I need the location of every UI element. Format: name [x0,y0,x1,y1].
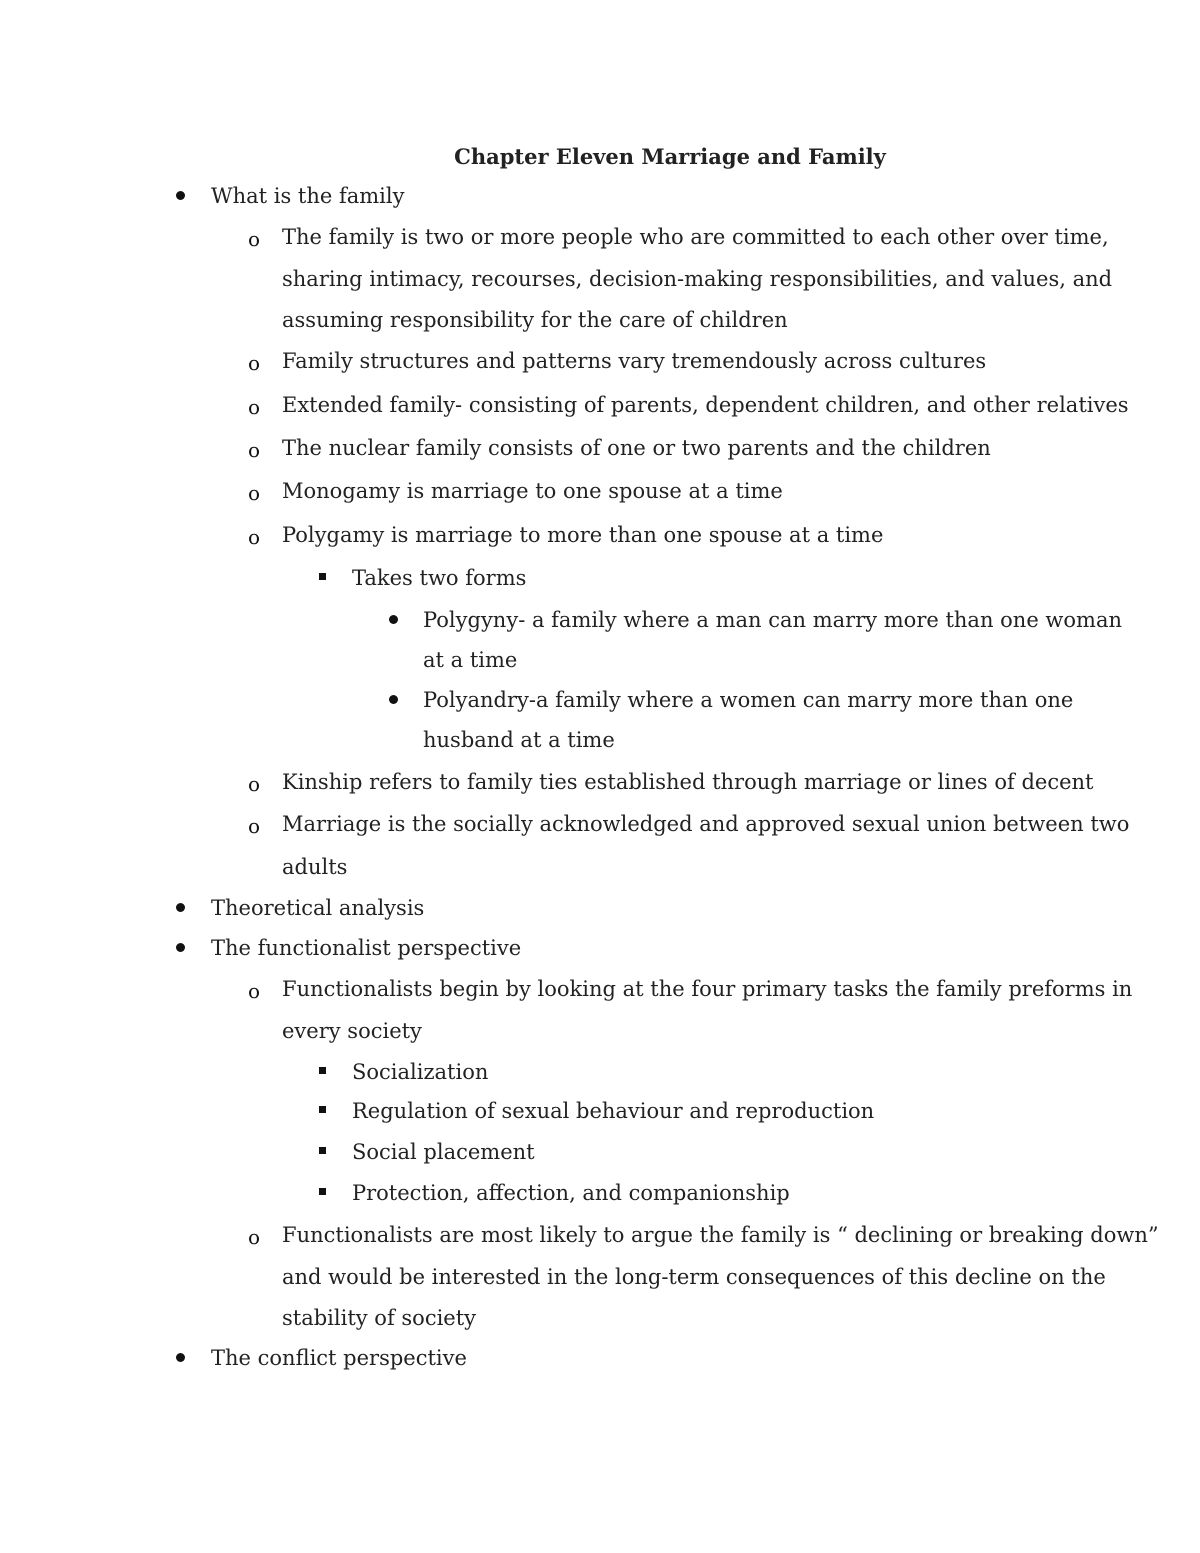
filled-circle-bullet-icon [389,695,398,704]
outline-item-text-line: The conflict perspective [211,1346,467,1370]
filled-circle-bullet-icon [176,1353,185,1362]
hollow-o-bullet-icon: o [248,481,261,505]
outline-item-text-line: Protection, affection, and companionship [352,1181,790,1205]
outline-item-text-line: Kinship refers to family ties established through marriage or lines of decent [282,770,1094,794]
hollow-o-bullet-icon: o [248,979,261,1003]
document-title: Chapter Eleven Marriage and Family [454,144,886,169]
outline-item-text-line: every society [282,1019,422,1043]
outline-item-text-line: Theoretical analysis [211,896,425,920]
hollow-o-bullet-icon: o [248,227,261,251]
hollow-o-bullet-icon: o [248,814,261,838]
outline-item-text-line: The nuclear family consists of one or two parents and the children [282,436,991,460]
outline-item-text-line: Polygamy is marriage to more than one spouse at a time [282,523,884,547]
outline-item-text-line: The family is two or more people who are committed to each other over time, [282,225,1109,249]
outline-item-text-line: adults [282,855,348,879]
outline-item-text-line: Regulation of sexual behaviour and reproduction [352,1099,875,1123]
hollow-o-bullet-icon: o [248,772,261,796]
outline-item-text-line: husband at a time [423,728,615,752]
square-bullet-icon [319,1188,326,1195]
square-bullet-icon [319,1106,326,1113]
outline-item-text-line: stability of society [282,1306,477,1330]
outline-item-text-line: and would be interested in the long-term consequences of this decline on the [282,1264,1106,1289]
square-bullet-icon [319,573,326,580]
hollow-o-bullet-icon: o [248,351,261,375]
outline-item-text-line: assuming responsibility for the care of children [282,308,788,332]
hollow-o-bullet-icon: o [248,438,261,462]
outline-item-text-line: Functionalists are most likely to argue the family is “ declining or breaking down” [282,1223,1159,1247]
outline-item-text-line: Marriage is the socially acknowledged and approved sexual union between two [282,812,1130,836]
filled-circle-bullet-icon [176,191,185,200]
outline-item-text-line: Extended family- consisting of parents, dependent children, and other relatives [282,393,1129,417]
outline-item-text-line: sharing intimacy, recourses, decision-making responsibilities, and values, and [282,266,1113,291]
outline-item-text-line: Monogamy is marriage to one spouse at a time [282,479,783,503]
hollow-o-bullet-icon: o [248,1225,261,1249]
outline-item-text-line: Family structures and patterns vary tremendously across cultures [282,349,987,373]
outline-item-text-line: at a time [423,647,518,672]
outline-item-text-line: Functionalists begin by looking at the four primary tasks the family preforms in [282,977,1133,1001]
filled-circle-bullet-icon [389,615,398,624]
outline-item-text-line: Polyandry-a family where a women can marry more than one [423,688,1074,712]
square-bullet-icon [319,1067,326,1074]
outline-item-text-line: What is the family [211,184,405,208]
hollow-o-bullet-icon: o [248,525,261,549]
outline-item-text-line: Takes two forms [352,566,527,590]
outline-item-text-line: Socialization [352,1060,489,1084]
outline-item-text-line: Polygyny- a family where a man can marry more than one woman [423,608,1122,632]
square-bullet-icon [319,1147,326,1154]
filled-circle-bullet-icon [176,903,185,912]
hollow-o-bullet-icon: o [248,395,261,419]
outline-item-text-line: The functionalist perspective [211,936,522,960]
outline-item-text-line: Social placement [352,1140,535,1164]
filled-circle-bullet-icon [176,943,185,952]
